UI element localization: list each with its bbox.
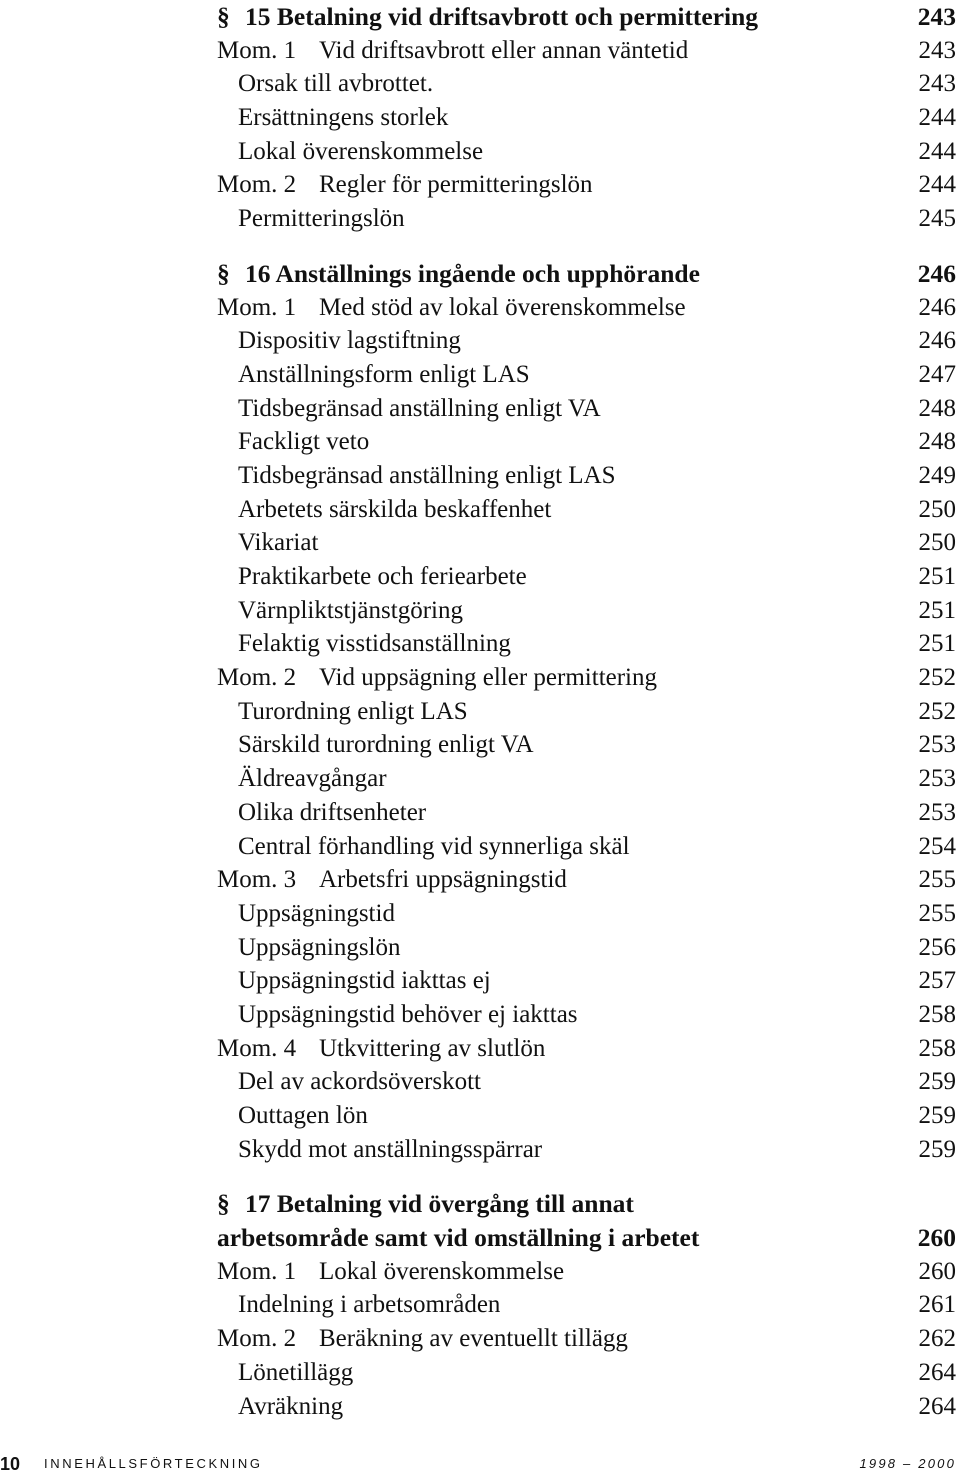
spacer (217, 1166, 956, 1187)
page-number: 246 (918, 327, 956, 355)
entry-label: Permitteringslön (238, 205, 405, 233)
entry-label: Lokal överenskommelse (319, 1257, 565, 1285)
page-number: 259 (918, 1068, 956, 1096)
page-number: 256 (918, 933, 956, 961)
mom-prefix: Mom. 3 (217, 866, 297, 894)
page-number: 259 (918, 1102, 956, 1129)
entry-label: Tidsbegränsad anställning enligt LAS (238, 461, 616, 489)
entry-label: Lokal överenskommelse (238, 137, 484, 165)
toc-entry[interactable] (217, 526, 956, 560)
mom-prefix: Mom. 2 (217, 1325, 297, 1353)
entry-label: Uppsägningstid behöver ej iakttas (238, 1000, 578, 1028)
page-number: 252 (918, 697, 956, 725)
toc-entry[interactable] (217, 202, 956, 236)
toc-entry[interactable] (217, 728, 956, 762)
entry-label: Vikariat (238, 529, 319, 557)
toc-entry[interactable] (217, 594, 956, 628)
chapter-heading[interactable] (217, 257, 956, 291)
page-number: 254 (918, 832, 956, 860)
spacer (217, 236, 956, 257)
mom-prefix: Mom. 4 (217, 1034, 297, 1062)
chapter-heading-line1[interactable] (217, 1187, 956, 1221)
footer-years: 1998 – 2000 (859, 1456, 956, 1471)
entry-label: Regler för permitteringslön (319, 171, 593, 199)
entry-label: Lönetillägg (238, 1358, 354, 1386)
chapter-title: 16 Anställnings ingående och upphörande (245, 258, 700, 288)
toc-entry[interactable] (217, 897, 956, 931)
toc-entry[interactable] (217, 1133, 956, 1167)
chapter-heading[interactable] (217, 1221, 956, 1255)
entry-label: Äldreavgångar (238, 765, 387, 793)
toc-entry[interactable] (217, 324, 956, 358)
page-number: 264 (918, 1358, 956, 1386)
entry-label: Central förhandling vid synnerliga skäl (238, 832, 630, 860)
toc-entry[interactable] (217, 964, 956, 998)
entry-label: Del av ackordsöverskott (238, 1068, 481, 1096)
chapter-title-line1: 17 Betalning vid övergång till annat (245, 1189, 634, 1219)
footer-section-title: INNEHÅLLSFÖRTECKNING (44, 1456, 263, 1471)
table-of-contents (217, 0, 956, 1423)
section-sign: § (217, 2, 230, 31)
toc-entry[interactable] (217, 1099, 956, 1133)
toc-entry[interactable] (217, 1356, 956, 1390)
page-number: 264 (918, 1392, 956, 1420)
mom-prefix: Mom. 1 (217, 1257, 297, 1285)
toc-entry[interactable] (217, 358, 956, 392)
entry-label: Fackligt veto (238, 428, 370, 456)
page-number: 251 (918, 563, 956, 590)
toc-entry[interactable] (217, 459, 956, 493)
section-sign: § (217, 258, 230, 288)
toc-entry[interactable] (217, 135, 956, 169)
toc-entry[interactable] (217, 998, 956, 1032)
page-number: 244 (918, 171, 956, 199)
toc-entry[interactable] (217, 796, 956, 830)
entry-label: Felaktig visstidsanställning (238, 630, 511, 658)
page-number: 253 (918, 798, 956, 826)
page-number: 261 (918, 1291, 956, 1319)
entry-label: Orsak till avbrottet. (238, 70, 434, 98)
page-number: 243 (918, 70, 956, 98)
entry-label: Outtagen lön (238, 1102, 368, 1129)
page-number: 258 (918, 1034, 956, 1062)
page-number: 245 (918, 205, 956, 233)
section-sign: § (217, 1189, 230, 1219)
page-number: 253 (918, 731, 956, 759)
entry-label: Skydd mot anställningsspärrar (238, 1135, 543, 1163)
toc-entry[interactable] (217, 830, 956, 864)
page-number: 247 (918, 360, 956, 388)
mom-prefix: Mom. 1 (217, 36, 297, 64)
entry-label: Arbetsfri uppsägningstid (319, 866, 567, 894)
page-number: 250 (918, 495, 956, 523)
entry-label: Olika driftsenheter (238, 798, 427, 826)
chapter-heading[interactable] (217, 0, 956, 34)
toc-mom-entry[interactable] (217, 168, 956, 202)
entry-label: Värnpliktstjänstgöring (238, 596, 463, 624)
page-number: 253 (918, 765, 956, 793)
toc-entry[interactable] (217, 493, 956, 527)
entry-label: Med stöd av lokal överenskommelse (319, 293, 686, 321)
toc-mom-entry[interactable] (217, 34, 956, 68)
toc-entry[interactable] (217, 931, 956, 965)
entry-label: Särskild turordning enligt VA (238, 731, 534, 759)
entry-label: Uppsägningstid (238, 899, 395, 927)
entry-label: Dispositiv lagstiftning (238, 327, 461, 355)
toc-mom-entry[interactable] (217, 1255, 956, 1289)
toc-mom-entry[interactable] (217, 1032, 956, 1066)
page-number: 243 (917, 2, 956, 31)
page-number: 252 (918, 664, 956, 692)
toc-mom-entry[interactable] (217, 1322, 956, 1356)
page-number: 250 (918, 529, 956, 557)
page-number: 243 (918, 36, 956, 64)
page-number: 251 (918, 630, 956, 658)
entry-label: Indelning i arbetsområden (238, 1291, 501, 1319)
toc-entry[interactable] (217, 695, 956, 729)
mom-prefix: Mom. 1 (217, 293, 297, 321)
toc-mom-entry[interactable] (217, 863, 956, 897)
toc-entry[interactable] (217, 425, 956, 459)
page-number: 255 (918, 866, 956, 894)
entry-label: Avräkning (238, 1392, 344, 1420)
page-number: 260 (918, 1257, 956, 1285)
page-number: 258 (918, 1000, 956, 1028)
page-number: 251 (918, 596, 956, 624)
entry-label: Beräkning av eventuellt tillägg (319, 1325, 628, 1353)
entry-label: Anställningsform enligt LAS (238, 360, 530, 388)
entry-label: Uppsägningstid iakttas ej (238, 967, 491, 995)
chapter-title: 15 Betalning vid driftsavbrott och permittering (245, 2, 759, 31)
toc-entry[interactable] (217, 1390, 956, 1424)
page-number: 246 (918, 293, 956, 321)
toc-mom-entry[interactable] (217, 661, 956, 695)
page-number: 246 (917, 258, 956, 288)
toc-entry[interactable] (217, 762, 956, 796)
entry-label: Arbetets särskilda beskaffenhet (238, 495, 552, 523)
toc-entry[interactable] (217, 392, 956, 426)
entry-label: Turordning enligt LAS (238, 697, 468, 725)
page-number: 262 (918, 1325, 956, 1353)
page-number: 255 (918, 899, 956, 927)
entry-label: Ersättningens storlek (238, 104, 449, 132)
entry-label: Vid uppsägning eller permittering (319, 664, 658, 692)
entry-label: Tidsbegränsad anställning enligt VA (238, 394, 601, 422)
page-number: 244 (918, 104, 956, 132)
toc-entry[interactable] (217, 67, 956, 101)
page-number: 249 (918, 461, 956, 489)
footer-page-number: 10 (0, 1454, 21, 1474)
entry-label: Utkvittering av slutlön (319, 1034, 546, 1062)
page-number: 259 (918, 1135, 956, 1163)
entry-label: Uppsägningslön (238, 933, 401, 961)
toc-entry[interactable] (217, 560, 956, 594)
toc-entry[interactable] (217, 101, 956, 135)
page-number: 260 (917, 1223, 956, 1253)
toc-entry[interactable] (217, 1065, 956, 1099)
toc-mom-entry[interactable] (217, 291, 956, 325)
page-number: 244 (918, 137, 956, 165)
page-number: 248 (918, 394, 956, 422)
entry-label: Praktikarbete och feriearbete (238, 563, 527, 590)
entry-label: Vid driftsavbrott eller annan väntetid (319, 36, 689, 64)
toc-entry[interactable] (217, 627, 956, 661)
toc-entry[interactable] (217, 1288, 956, 1322)
page-number: 248 (918, 428, 956, 456)
chapter-title: arbetsområde samt vid omställning i arbetet (217, 1223, 700, 1253)
page-footer (0, 1452, 960, 1476)
mom-prefix: Mom. 2 (217, 171, 297, 199)
page-number: 257 (918, 967, 956, 995)
mom-prefix: Mom. 2 (217, 664, 297, 692)
